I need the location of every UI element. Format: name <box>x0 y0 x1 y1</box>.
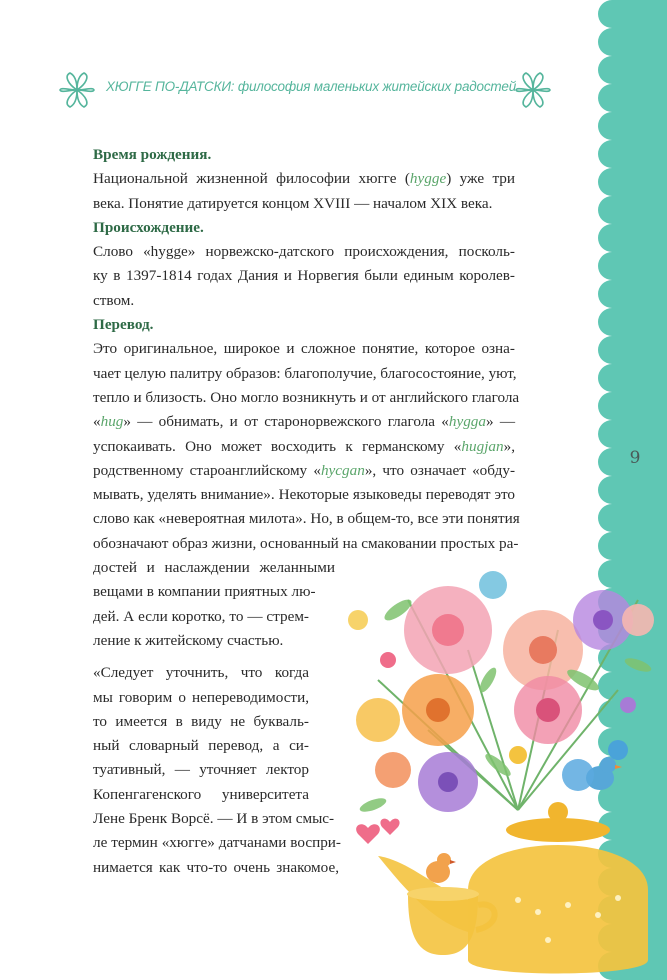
quote-line: «Следует уточнить, что когда <box>93 664 309 682</box>
quote-line: нимается как что-то очень знакомое, <box>93 858 339 876</box>
paragraph-line: обозначают образ жизни, основанный на смаковании простых ра- <box>93 534 519 552</box>
paragraph-line: чает целую палитру образов: благополучие, благосостояние, уют, <box>93 364 517 382</box>
paragraph-line: родственному староанглийскому «hycgan», что означает «обду- <box>93 461 515 479</box>
paragraph-line: Слово «hygge» норвежско-датского происхождения, посколь- <box>93 243 515 261</box>
quote-line: туативный, — уточняет лектор <box>93 761 309 779</box>
floral-ornament-icon <box>58 70 96 110</box>
paragraph-line: тепло и близость. Оно могло возникнуть и от английского глагола <box>93 388 520 406</box>
paragraph-line: ку в 1397-1814 годах Дания и Норвегия были единым королев- <box>93 267 515 285</box>
page-number: 9 <box>629 448 641 468</box>
running-header <box>58 70 552 110</box>
quote-line: ле термин «хюгге» датчанами воспри- <box>93 834 341 852</box>
section-heading-birth: Время рождения. <box>93 146 212 163</box>
quote-line: ный словарный перевод, а си- <box>93 737 309 755</box>
paragraph-line: ством. <box>93 291 135 309</box>
paragraph-line: вещами в компании приятных лю- <box>93 583 316 601</box>
paragraph-line: ление к житейскому счастью. <box>93 631 284 649</box>
term-hygge: hygge <box>409 170 447 188</box>
running-title: ХЮГГЕ ПО-ДАТСКИ: философия маленьких житейских радостей <box>106 79 517 94</box>
term-hugjan: hugjan <box>461 437 504 455</box>
quote-line: то имеется в виду не букваль- <box>93 712 309 730</box>
section-heading-translation: Перевод. <box>93 316 154 334</box>
paragraph-line: Это оригинальное, широкое и сложное понятие, которое озна- <box>93 340 515 358</box>
paragraph-line: мывать, уделять внимание». Некоторые языковеды переводят это <box>93 486 515 504</box>
quote-line: мы говорим о непереводимости, <box>93 688 309 706</box>
term-hycgan: hycgan <box>320 461 365 479</box>
paragraph-line: слово как «невероятная милота». Но, в общем-то, все эти понятия <box>93 510 520 528</box>
quote-line: Лене Бренк Ворсё. — И в этом смыс- <box>93 810 335 828</box>
paragraph-line: «hug» — обнимать, и от старонорвежского глагола «hygga» — <box>93 413 516 431</box>
paragraph-line: Национальной жизненной философии хюгге (hygge) уже три <box>93 170 516 188</box>
term-hug: hug <box>100 413 124 431</box>
section-heading-origin: Происхождение. <box>93 218 204 236</box>
paragraph-line: дей. А если коротко, то — стрем- <box>93 607 309 625</box>
paragraph-line: достей и наслаждении желанными <box>93 559 335 577</box>
floral-ornament-icon <box>514 70 552 110</box>
paragraph-line: успокаивать. Оно может восходить к германскому «hugjan», <box>93 437 515 455</box>
flower-bouquet-teapot-illustration <box>318 560 667 980</box>
quote-line: Копенгагенского университета <box>93 785 309 803</box>
term-hygga: hygga <box>448 413 486 431</box>
paragraph-line: века. Понятие датируется концом XVIII — началом XIX века. <box>93 194 493 212</box>
